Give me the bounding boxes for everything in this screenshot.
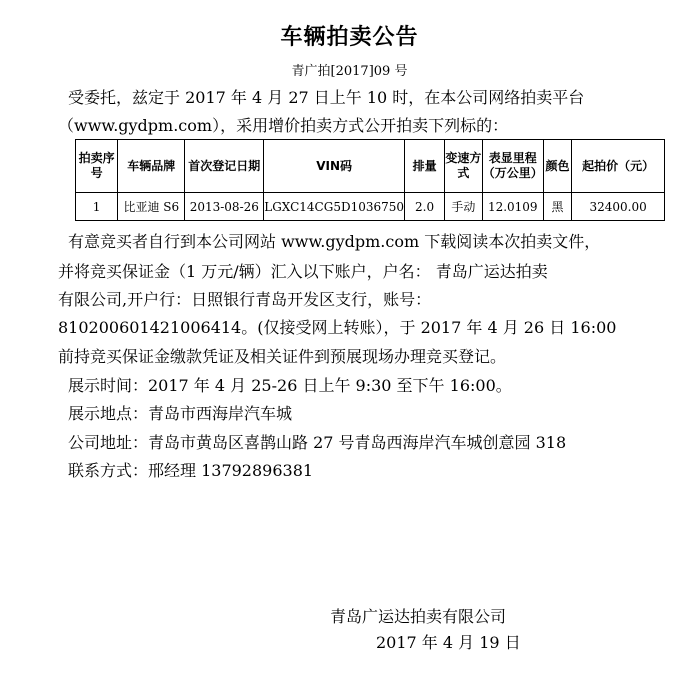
cell-brand: 比亚迪 S6 [118, 193, 185, 221]
table-header-row [76, 140, 665, 193]
col-header-color: 颜色 [543, 140, 572, 193]
intro-line-1: 受委托，兹定于 2017 年 4 月 27 日上午 10 时，在本公司网络拍卖平台 [68, 88, 585, 107]
col-header-starting-price: 起拍价（元） [572, 140, 665, 193]
body-line: 前持竞买保证金缴款凭证及相关证件到预展现场办理竞买登记。 [58, 347, 507, 366]
col-header-transmission: 变速方式 [445, 140, 483, 193]
signature-date: 2017 年 4 月 19 日 [376, 633, 521, 652]
signature-company: 青岛广运达拍卖有限公司 [330, 607, 507, 626]
col-header-vin: VIN码 [264, 140, 405, 193]
contact-info: 联系方式：邢经理 13792896381 [68, 461, 314, 480]
cell-lot-no: 1 [76, 193, 118, 221]
body-line: 有意竞买者自行到本公司网站 www.gydpm.com 下载阅读本次拍卖文件， [68, 232, 601, 251]
cell-color: 黑 [543, 193, 572, 221]
document-number: 青广拍[2017]09 号 [291, 64, 408, 79]
cell-mileage: 12.0109 [482, 193, 543, 221]
exhibition-location: 展示地点：青岛市西海岸汽车城 [68, 404, 293, 423]
col-header-displacement: 排量 [405, 140, 445, 193]
cell-transmission: 手动 [445, 193, 483, 221]
company-address: 公司地址：青岛市黄岛区喜鹊山路 27 号青岛西海岸汽车城创意园 318 [68, 433, 567, 452]
auction-lots-table [75, 139, 665, 221]
body-line: 有限公司,开户行：日照银行青岛开发区支行，账号： [58, 290, 432, 309]
cell-starting-price: 32400.00 [572, 193, 665, 221]
exhibition-time: 展示时间：2017 年 4 月 25-26 日上午 9:30 至下午 16:00。 [68, 376, 512, 395]
col-header-brand: 车辆品牌 [118, 140, 185, 193]
page-title: 车辆拍卖公告 [280, 25, 419, 50]
cell-vin: LGXC14CG5D1036750 [264, 193, 405, 221]
body-line: 810200601421006414。(仅接受网上转账），于 2017 年 4 月 26 日 16:00 [58, 318, 617, 337]
col-header-lot-no: 拍卖序号 [76, 140, 118, 193]
table-row [76, 193, 665, 221]
body-line: 并将竞买保证金（1 万元/辆）汇入以下账户，户名： 青岛广运达拍卖 [58, 262, 548, 281]
cell-displacement: 2.0 [405, 193, 445, 221]
col-header-mileage: 表显里程（万公里） [482, 140, 543, 193]
cell-registration-date: 2013-08-26 [185, 193, 264, 221]
col-header-registration-date: 首次登记日期 [185, 140, 264, 193]
intro-line-2: （www.gydpm.com），采用增价拍卖方式公开拍卖下列标的： [58, 116, 509, 135]
